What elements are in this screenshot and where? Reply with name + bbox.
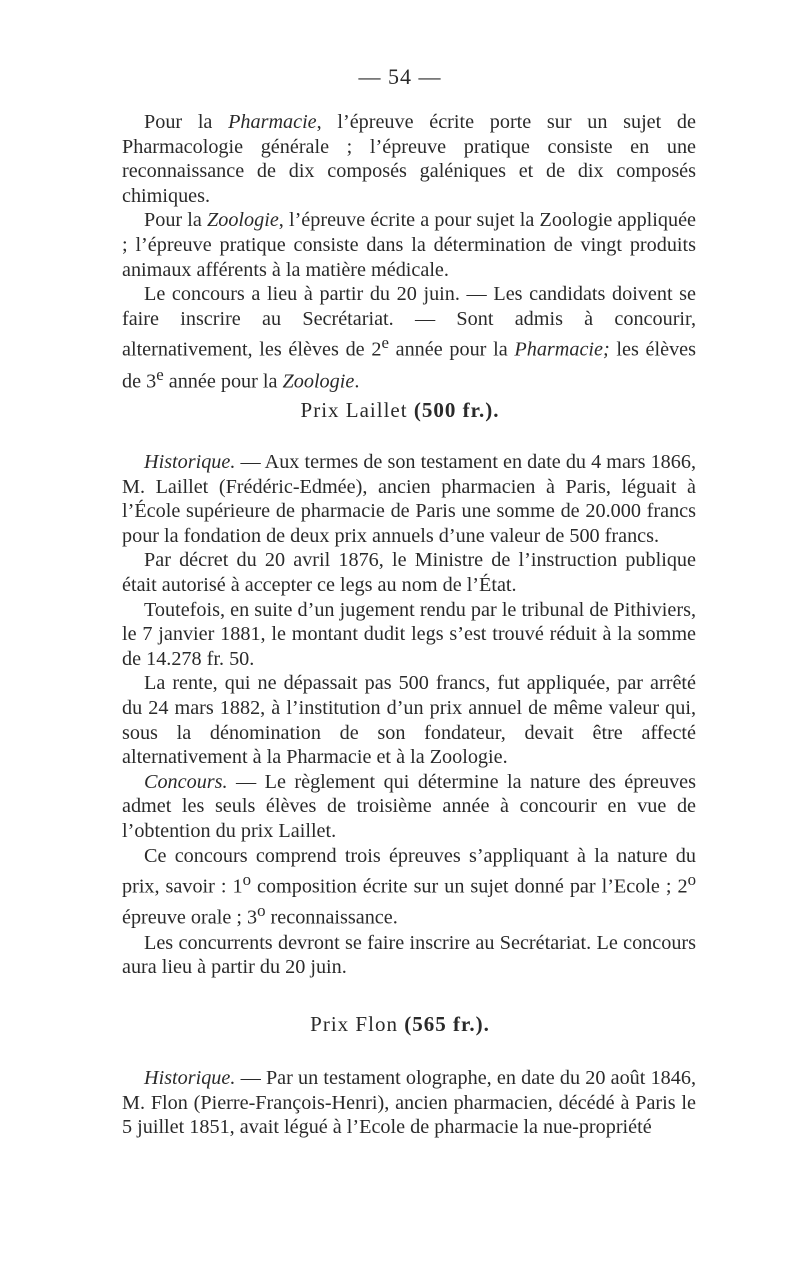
term-zoologie: Zoologie	[207, 209, 279, 232]
text: reconnaissance.	[265, 907, 398, 930]
section-prix-laillet	[122, 450, 696, 980]
text: Ce concours comprend trois épreuves s’appliquant à la nature du prix, savoir : 1	[122, 844, 696, 898]
text: épreuve orale ; 3	[122, 907, 258, 930]
paragraph-historique	[122, 450, 696, 548]
heading-name: Prix Laillet	[300, 398, 408, 422]
superscript: o	[687, 870, 696, 890]
heading-prix-laillet	[0, 398, 800, 423]
superscript: e	[156, 364, 164, 384]
text: année pour la	[388, 339, 515, 362]
paragraph-historique-flon	[122, 1066, 696, 1140]
paragraph-concours	[122, 770, 696, 844]
text-rest: , l’épreuve écrite a pour sujet la Zoologie appliquée ; l’épreuve pratique consiste dans la détermination de vingt produits animaux afférents à la matière médicale.	[122, 209, 696, 281]
superscript: e	[381, 333, 389, 353]
text-lead: Pour la	[144, 209, 207, 232]
superscript: o	[242, 870, 251, 890]
section-pharmacie-zoologie	[122, 110, 696, 394]
text: les élèves de 3	[122, 339, 696, 393]
paragraph-zoologie	[122, 208, 696, 282]
text: année pour la	[163, 370, 283, 393]
heading-prix-flon	[0, 1012, 800, 1037]
text-rest: , l’épreuve écrite porte sur un sujet de Pharmacologie générale ; l’épreuve pratique consiste en une reconnaissance de dix composés galéniques et de dix composés chimiques.	[122, 111, 696, 207]
paragraph-inscription: Les concurrents devront se faire inscrire au Secrétariat. Le concours aura lieu à partir du 20 juin.	[122, 931, 696, 979]
text-lead: Pour la	[144, 111, 229, 133]
heading-amount: (500 fr.).	[413, 398, 500, 422]
term-zoologie: Zoologie	[282, 370, 355, 393]
paragraph-epreuves	[122, 844, 696, 931]
page-number: — 54 —	[358, 64, 442, 89]
superscript: o	[257, 901, 266, 921]
section-prix-flon	[122, 1066, 696, 1140]
term-pharmacie: Pharmacie	[228, 111, 317, 133]
heading-name: Prix Flon	[310, 1012, 398, 1036]
label-historique: Historique.	[144, 1067, 236, 1089]
text: composition écrite sur un sujet donné par l’Ecole ; 2	[250, 875, 688, 898]
paragraph-toutefois: Toutefois, en suite d’un jugement rendu par le tribunal de Pithiviers, le 7 janvier 1881, le montant dudit legs s’est trouvé réduit à la somme de 14.278 fr. 50.	[122, 598, 696, 670]
paragraph-decret: Par décret du 20 avril 1876, le Ministre de l’instruction publique était autorisé à accepter ce legs au nom de l’État.	[122, 549, 696, 596]
text: Le concours a lieu à partir du 20 juin. — Les candidats doivent se faire inscrire au Secrétariat. — Sont admis à concourir, alternativement, les élèves de 2	[122, 283, 696, 362]
paragraph-pharmacie	[122, 110, 696, 208]
label-historique: Historique.	[144, 451, 236, 473]
text: .	[354, 370, 360, 393]
label-concours: Concours.	[144, 770, 228, 793]
text: — Par un testament olographe, en date du 20 août 1846, M. Flon (Pierre-François-Henri), ancien pharmacien, décédé à Paris le 5 juillet 1851, avait légué à l’Ecole de pharmacie la nue-propriété	[122, 1067, 696, 1139]
paragraph-concours-date	[122, 282, 696, 394]
text: — Aux termes de son testament en date du 4 mars 1866, M. Laillet (Frédéric-Edmée), ancien pharmacien à Paris, léguait à l’École supérieure de pharmacie de Paris une somme de 20.000 francs pour la fondation de deux prix annuels d’une valeur de 500 francs.	[122, 451, 696, 547]
term-pharmacie: Pharmacie;	[514, 339, 610, 362]
heading-amount: (565 fr.).	[404, 1012, 490, 1036]
paragraph-rente: La rente, qui ne dépassait pas 500 francs, fut appliquée, par arrêté du 24 mars 1882, à l’institution d’un prix annuel de même valeur qui, sous la dénomination de son fondateur, devait être affecté alternativement à la Pharmacie et à la Zoologie.	[122, 672, 696, 769]
text: — Le règlement qui détermine la nature des épreuves admet les seuls élèves de troisième année à concourir en vue de l’obtention du prix Laillet.	[122, 770, 696, 842]
